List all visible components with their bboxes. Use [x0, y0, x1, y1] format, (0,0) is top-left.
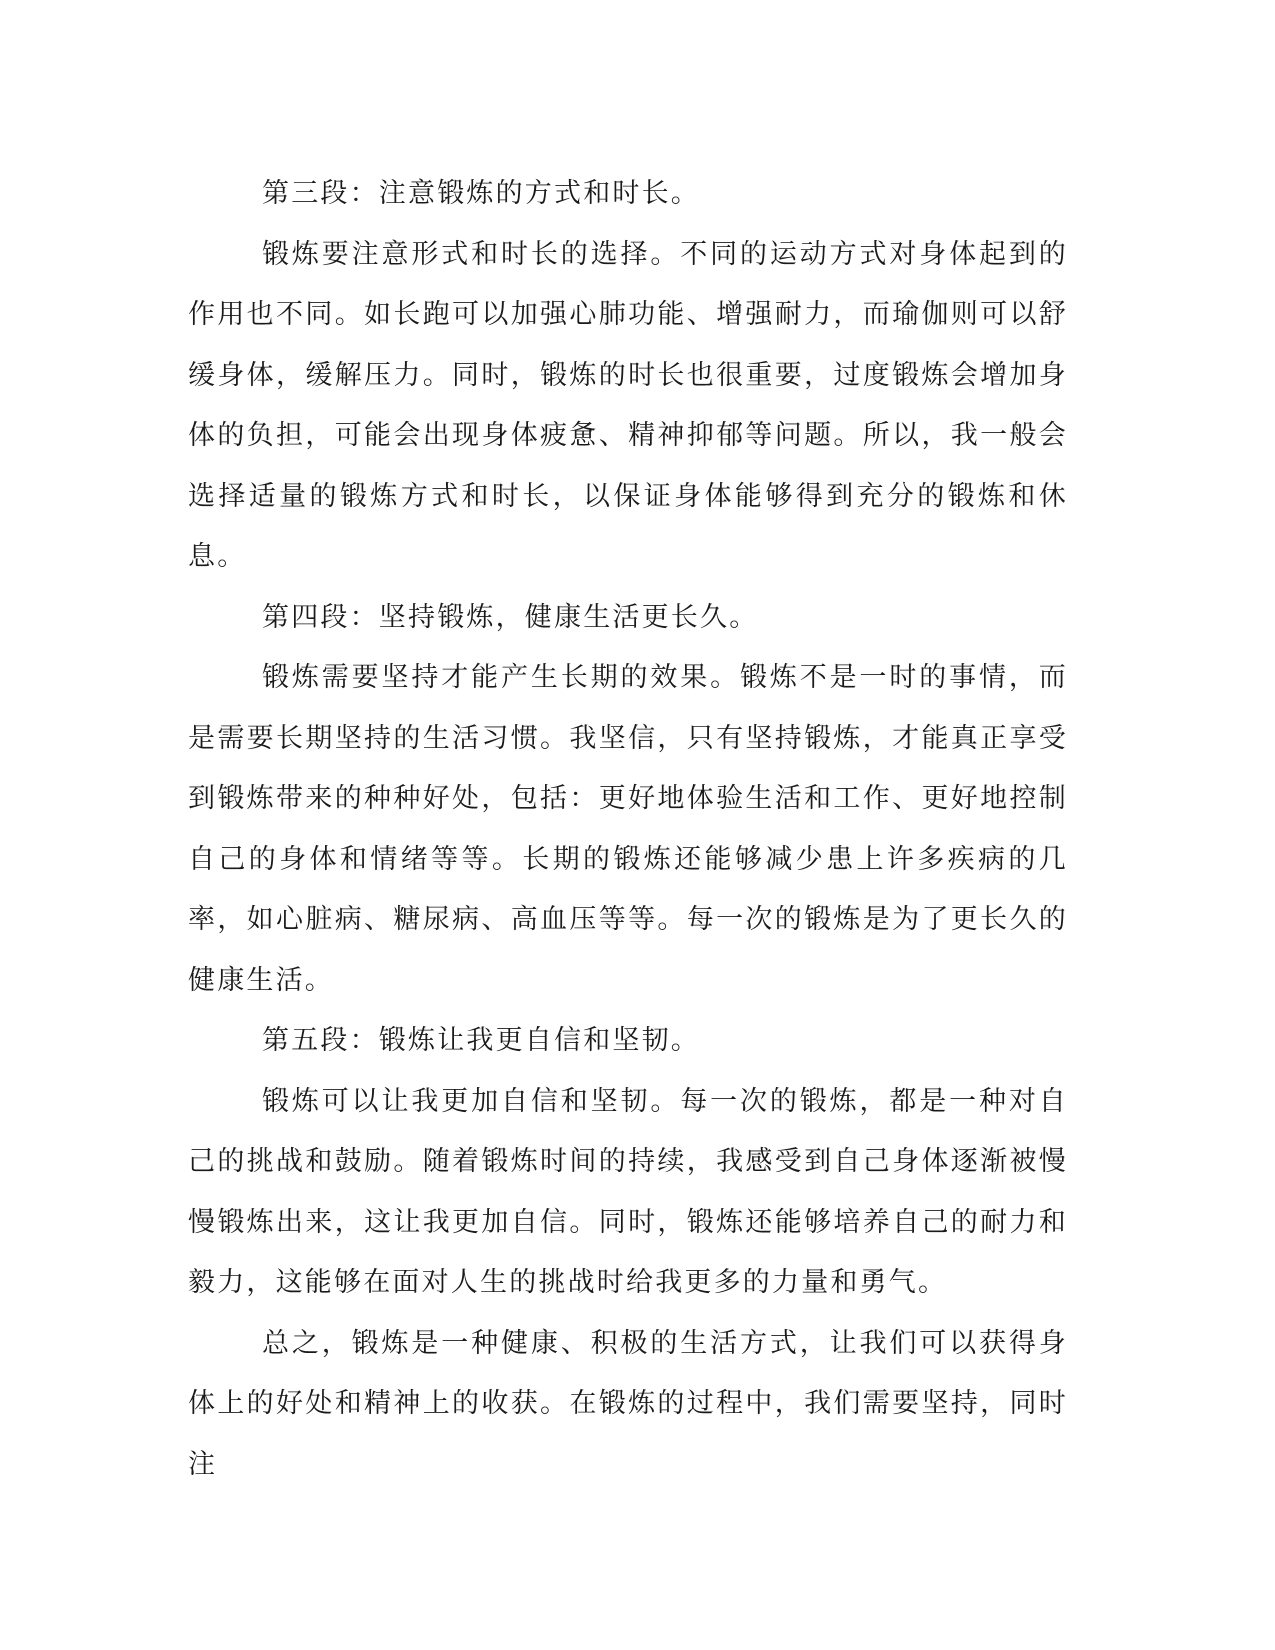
- section-heading-4: 第四段：坚持锻炼，健康生活更长久。: [262, 601, 759, 633]
- section-heading-3: 第三段：注意锻炼的方式和时长。: [262, 178, 700, 209]
- paragraph-exercise-form-duration: 锻炼要注意形式和时长的选择。不同的运动方式对身体起到的作用也不同。如长跑可以加强心肺功能、增强耐力，而瑜伽则可以舒缓身体，缓解压力。同时，锻炼的时长也很重要，过度锻炼会增加身体的负担，可能会出现身体疲惫、精神抑郁等问题。所以，我一般会选择适量的锻炼方式和时长，以保证身体能够得到充分的锻炼和休息。: [188, 238, 1068, 572]
- section-heading-5: 第五段：锻炼让我更自信和坚韧。: [262, 1025, 700, 1056]
- paragraph-conclusion: 总之，锻炼是一种健康、积极的生活方式，让我们可以获得身体上的好处和精神上的收获。在锻炼的过程中，我们需要坚持，同时注: [188, 1327, 1068, 1480]
- paragraph-persistence: 锻炼需要坚持才能产生长期的效果。锻炼不是一时的事情，而是需要长期坚持的生活习惯。我坚信，只有坚持锻炼，才能真正享受到锻炼带来的种种好处，包括：更好地体验生活和工作、更好地控制自己的身体和情绪等等。长期的锻炼还能够减少患上许多疾病的几率，如心脏病、糖尿病、高血压等等。每一次的锻炼是为了更长久的健康生活。: [188, 662, 1068, 996]
- document-body: [188, 164, 1068, 1495]
- paragraph-confidence: 锻炼可以让我更加自信和坚韧。每一次的锻炼，都是一种对自己的挑战和鼓励。随着锻炼时间的持续，我感受到自己身体逐渐被慢慢锻炼出来，这让我更加自信。同时，锻炼还能够培养自己的耐力和毅力，这能够在面对人生的挑战时给我更多的力量和勇气。: [188, 1085, 1068, 1298]
